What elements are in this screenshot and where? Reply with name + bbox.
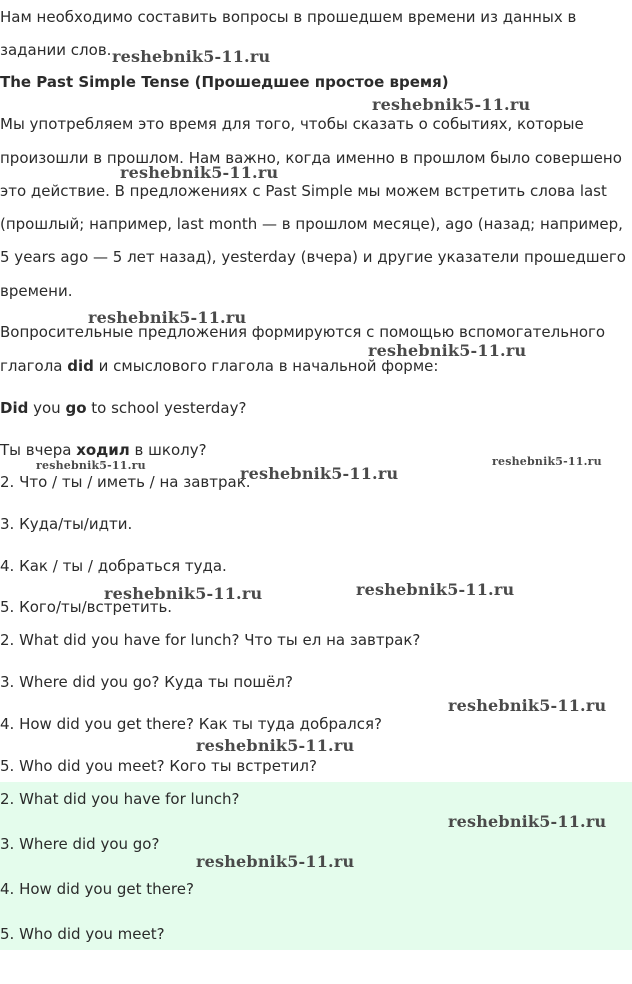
watermark: reshebnik5-11.ru [196,852,355,871]
translation-item: 4. How did you get there? Как ты туда добрался? [0,715,382,733]
explanation-line: 5 years ago — 5 лет назад), yesterday (вчера) и другие указатели прошедшего [0,248,626,266]
answer-item: 3. Where did you go? [0,835,160,853]
watermark: reshebnik5-11.ru [492,455,602,468]
explanation-line: Мы употребляем это время для того, чтобы сказать о событиях, которые [0,115,584,133]
task-item: 3. Куда/ты/идти. [0,515,133,533]
explanation-line: произошли в прошлом. Нам важно, когда именно в прошлом было совершено [0,149,622,167]
answer-item: 4. How did you get there? [0,880,194,898]
rule-line-1: Вопросительные предложения формируются с помощью вспомогательного [0,323,606,341]
explanation-line: (прошлый; например, last month — в прошлом месяце), ago (назад; например, [0,215,623,233]
explanation-line: это действие. В предложениях с Past Simple мы можем встретить слова last [0,182,607,200]
watermark: reshebnik5-11.ru [240,464,399,483]
watermark: reshebnik5-11.ru [112,47,271,66]
example-russian: Ты вчера ходил в школу? [0,441,207,459]
keyword-did: did [67,357,94,375]
translation-item: 2. What did you have for lunch? Что ты ел на завтрак? [0,631,421,649]
task-item: 4. Как / ты / добраться туда. [0,557,227,575]
answer-item: 2. What did you have for lunch? [0,790,240,808]
section-heading: The Past Simple Tense (Прошедшее простое время) [0,73,449,91]
watermark: reshebnik5-11.ru [368,341,527,360]
intro-line-2: задании слов. [0,41,112,59]
task-item: 5. Кого/ты/встретить. [0,598,173,616]
intro-line-1: Нам необходимо составить вопросы в прошедшем времени из данных в [0,8,577,26]
explanation-line: времени. [0,282,73,300]
watermark: reshebnik5-11.ru [120,163,279,182]
watermark: reshebnik5-11.ru [196,736,355,755]
translation-item: 5. Who did you meet? Кого ты встретил? [0,757,317,775]
task-item: 2. Что / ты / иметь / на завтрак. [0,473,251,491]
translation-item: 3. Where did you go? Куда ты пошёл? [0,673,293,691]
watermark: reshebnik5-11.ru [36,459,146,472]
rule-line-2: глагола did и смыслового глагола в начальной форме: [0,357,439,375]
watermark: reshebnik5-11.ru [372,95,531,114]
watermark: reshebnik5-11.ru [356,580,515,599]
watermark: reshebnik5-11.ru [448,812,607,831]
watermark: reshebnik5-11.ru [448,696,607,715]
answer-item: 5. Who did you meet? [0,925,165,943]
watermark: reshebnik5-11.ru [104,584,263,603]
example-english: Did you go to school yesterday? [0,399,247,417]
watermark: reshebnik5-11.ru [88,308,247,327]
